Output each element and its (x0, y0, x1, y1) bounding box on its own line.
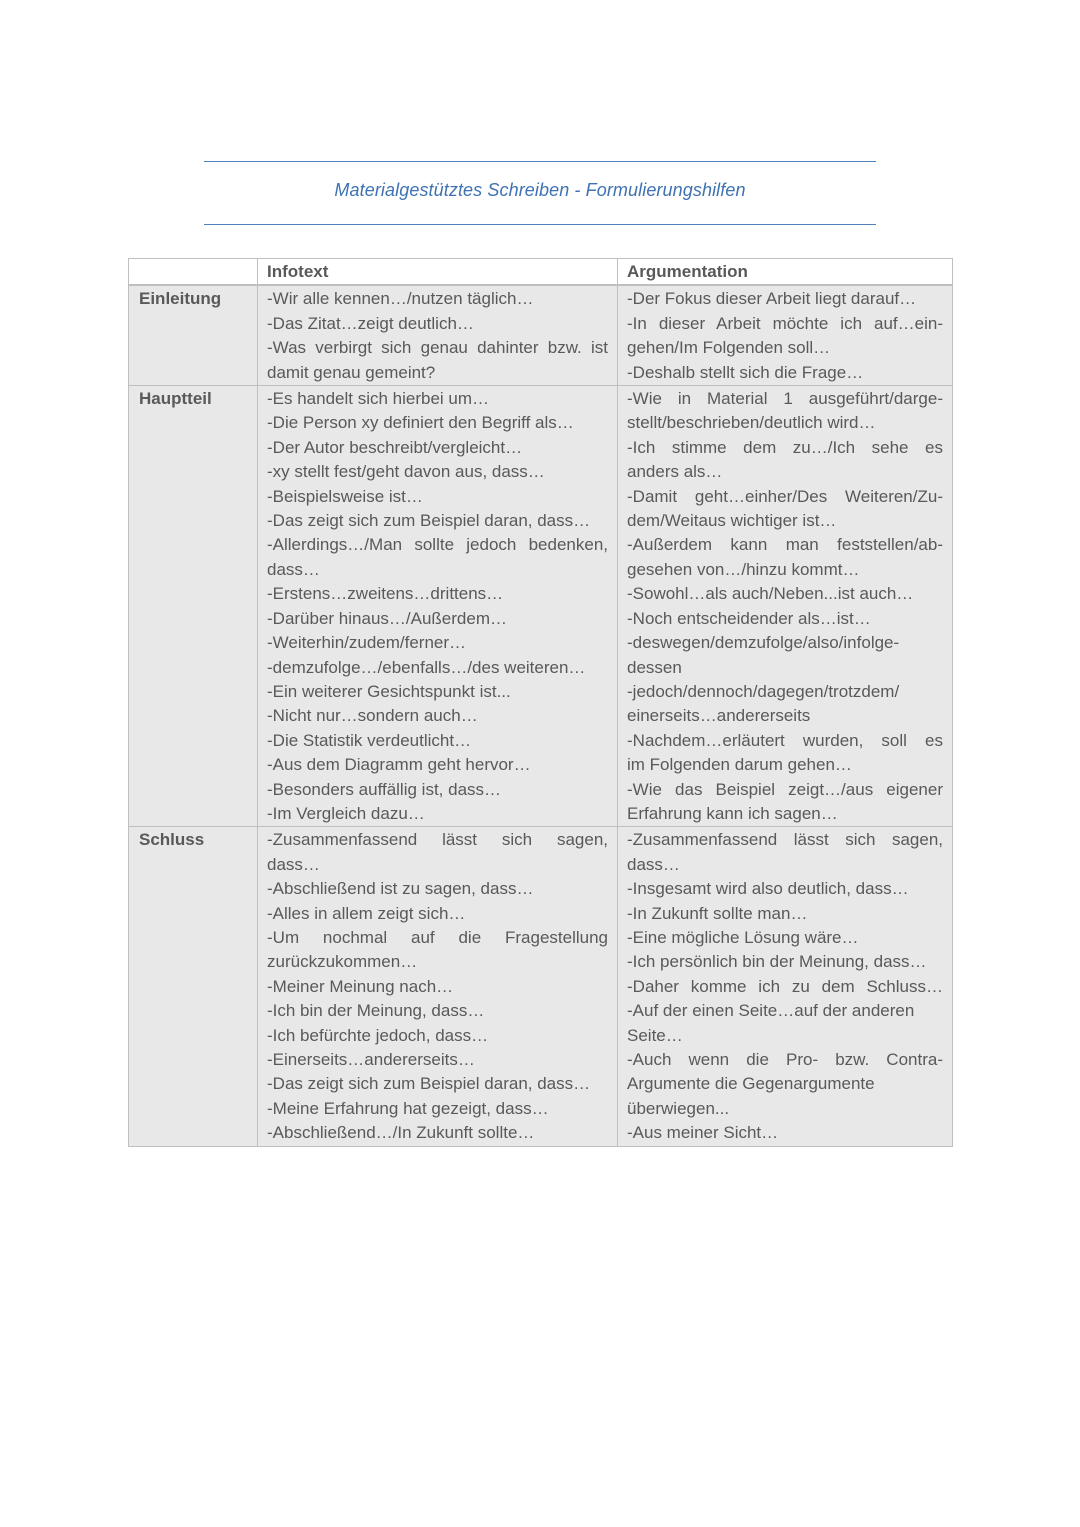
phrase-line: dessen (627, 657, 682, 677)
phrase-line: -Eine mögliche Lösung wäre… (627, 927, 859, 947)
phrase-line: -Sowohl…als auch/Neben...ist auch… (627, 584, 914, 604)
argumentation-cell (618, 386, 953, 827)
phrase-line: -Es handelt sich hierbei um… (267, 389, 490, 409)
phrase-line: -xy stellt fest/geht davon aus, dass… (267, 462, 545, 482)
section-label: Hauptteil (129, 386, 258, 827)
phrase-line: -jedoch/dennoch/dagegen/trotzdem/ (627, 681, 900, 701)
phrase-line: -Meiner Meinung nach… (267, 976, 454, 996)
phrase-line: -Noch entscheidender als…ist… (627, 608, 871, 628)
phrase-line: -Das zeigt sich zum Beispiel daran, dass… (267, 511, 591, 531)
table-row (129, 827, 953, 1146)
table-header-row (129, 259, 953, 286)
phrase-line: gehen/Im Folgenden soll… (627, 338, 831, 358)
phrase-line: -Was verbirgt sich genau dahinter bzw. ist (267, 338, 608, 358)
phrase-line: gesehen von…/hinzu kommt… (627, 559, 860, 579)
infotext-cell (258, 386, 618, 827)
phrase-line: -deswegen/demzufolge/also/infolge- (627, 633, 900, 653)
phrase-line: -Im Vergleich dazu… (267, 803, 425, 823)
phrase-line: Argumente die Gegenargumente (627, 1074, 875, 1094)
phrase-line: -Abschließend ist zu sagen, dass… (267, 879, 534, 899)
infotext-cell (258, 827, 618, 1146)
table-row (129, 386, 953, 827)
phrase-line: -Allerdings…/Man sollte jedoch bedenken, (267, 535, 608, 555)
phrase-line: -Ich bin der Meinung, dass… (267, 1001, 485, 1021)
phrase-line: Erfahrung kann ich sagen… (627, 803, 838, 823)
phrase-line: -Um nochmal auf die Fragestellung (267, 927, 608, 947)
phrase-line: dem/Weitaus wichtiger ist… (627, 511, 837, 531)
phrase-line: einerseits…andererseits (627, 706, 811, 726)
phrase-line: dass… (627, 854, 680, 874)
phrase-line: -In dieser Arbeit möchte ich auf…ein- (627, 313, 943, 333)
phrase-line: -Zusammenfassend lässt sich sagen, (267, 830, 608, 850)
section-label: Schluss (129, 827, 258, 1146)
phrase-line: -Nachdem…erläutert wurden, soll es (627, 730, 943, 750)
phrase-line: -Die Statistik verdeutlicht… (267, 730, 472, 750)
phrase-line: -Deshalb stellt sich die Frage… (627, 362, 864, 382)
phrase-line: Seite… (627, 1025, 683, 1045)
phrase-line: -Beispielsweise ist… (267, 486, 423, 506)
phrase-line: -Die Person xy definiert den Begriff als… (267, 413, 574, 433)
phrase-line: -Meine Erfahrung hat gezeigt, dass… (267, 1098, 549, 1118)
phrase-line: -Besonders auffällig ist, dass… (267, 779, 502, 799)
phrase-line: -Daher komme ich zu dem Schluss… (627, 976, 943, 996)
phrase-line: -Der Autor beschreibt/vergleicht… (267, 437, 523, 457)
phrase-line: -Ein weiterer Gesichtspunkt ist... (267, 681, 511, 701)
phrase-line: überwiegen... (627, 1098, 730, 1118)
title-rule-top (204, 161, 876, 162)
phrase-line: -Nicht nur…sondern auch… (267, 706, 478, 726)
phrase-line: -Damit geht…einher/Des Weiteren/Zu- (627, 486, 943, 506)
phrase-line: -Zusammenfassend lässt sich sagen, (627, 830, 943, 850)
phrase-line: -Einerseits…andererseits… (267, 1050, 475, 1069)
phrase-line: -In Zukunft sollte man… (627, 903, 808, 923)
phrase-line: -Wie in Material 1 ausgeführt/darge- (627, 389, 943, 409)
phrase-line: -Ich stimme dem zu…/Ich sehe es (627, 437, 943, 457)
section-label: Einleitung (129, 285, 258, 385)
header-argumentation: Argumentation (618, 259, 953, 286)
phrase-line: -Wir alle kennen…/nutzen täglich… (267, 289, 534, 309)
phrase-line: -Aus dem Diagramm geht hervor… (267, 755, 531, 775)
argumentation-cell (618, 827, 953, 1146)
argumentation-cell (618, 285, 953, 385)
header-infotext: Infotext (258, 259, 618, 286)
phrase-line: dass… (267, 559, 320, 579)
phrase-line: -Das zeigt sich zum Beispiel daran, dass… (267, 1074, 591, 1094)
phrase-line: -Das Zitat…zeigt deutlich… (267, 313, 474, 333)
title-rule-bottom (204, 224, 876, 225)
phrase-line: -Weiterhin/zudem/ferner… (267, 633, 467, 653)
table-row (129, 285, 953, 385)
header-corner-cell (129, 259, 258, 286)
phrase-line: -Insgesamt wird also deutlich, dass… (627, 879, 909, 899)
phrase-line: -Erstens…zweitens…drittens… (267, 584, 504, 604)
phrase-line: stellt/beschrieben/deutlich wird… (627, 413, 876, 433)
phrase-line: -Aus meiner Sicht… (627, 1123, 779, 1143)
phrase-line: zurückzukommen… (267, 952, 418, 972)
document-title: Materialgestütztes Schreiben - Formulierungshilfen (334, 180, 746, 200)
infotext-cell (258, 285, 618, 385)
phrase-line: -Auch wenn die Pro- bzw. Contra- (627, 1050, 943, 1069)
phrase-line: damit genau gemeint? (267, 362, 436, 382)
phrase-line: im Folgenden darum gehen… (627, 755, 852, 775)
phrase-line: -Alles in allem zeigt sich… (267, 903, 466, 923)
phrase-line: -Darüber hinaus…/Außerdem… (267, 608, 507, 628)
phrase-line: -Wie das Beispiel zeigt…/aus eigener (627, 779, 943, 799)
phrase-line: -demzufolge…/ebenfalls…/des weiteren… (267, 657, 586, 677)
phrases-table (128, 258, 953, 1147)
phrase-line: -Ich befürchte jedoch, dass… (267, 1025, 489, 1045)
phrase-line: -Außerdem kann man feststellen/ab- (627, 535, 943, 555)
phrase-line: -Der Fokus dieser Arbeit liegt darauf… (627, 289, 917, 309)
phrase-line: -Abschließend…/In Zukunft sollte… (267, 1123, 535, 1143)
phrase-line: dass… (267, 854, 320, 874)
phrase-line: -Auf der einen Seite…auf der anderen (627, 1001, 915, 1021)
phrase-line: -Ich persönlich bin der Meinung, dass… (627, 952, 927, 972)
phrase-line: anders als… (627, 462, 723, 482)
